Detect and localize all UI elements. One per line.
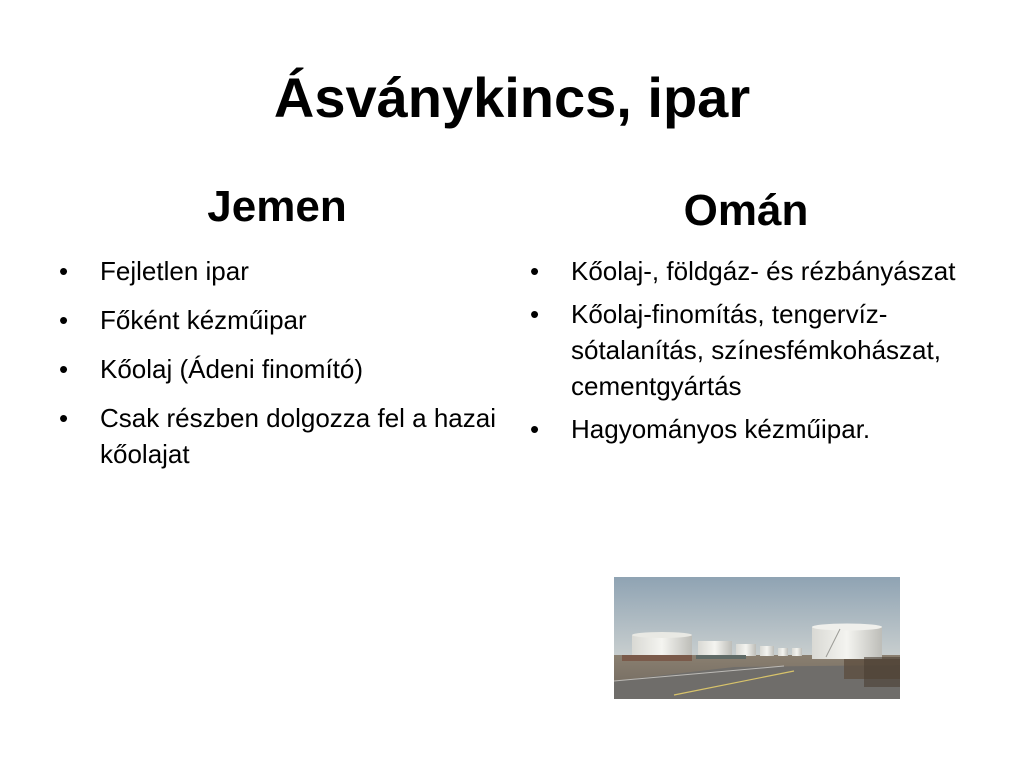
bullet-item: • Hagyományos kézműipar. xyxy=(527,411,967,447)
bullet-item: • Főként kézműipar xyxy=(56,302,496,338)
bullet-item: • Fejletlen ipar xyxy=(56,253,496,289)
oman-heading: Omán xyxy=(683,186,809,235)
oil-storage-tanks-photo xyxy=(614,577,900,699)
bullet-item: • Kőolaj-finomítás, tengervíz-sótalanítás, színesfémkohászat, cementgyártás xyxy=(527,296,967,404)
yemen-bullet-list xyxy=(56,253,496,485)
slide-title: Ásványkincs, ipar xyxy=(273,66,751,129)
bullet-item: • Csak részben dolgozza fel a hazai kőolajat xyxy=(56,400,496,472)
yemen-heading: Jemen xyxy=(207,182,347,231)
bullet-item: • Kőolaj (Ádeni finomító) xyxy=(56,351,496,387)
oman-bullet-list xyxy=(527,253,967,454)
bullet-item: • Kőolaj-, földgáz- és rézbányászat xyxy=(527,253,967,289)
